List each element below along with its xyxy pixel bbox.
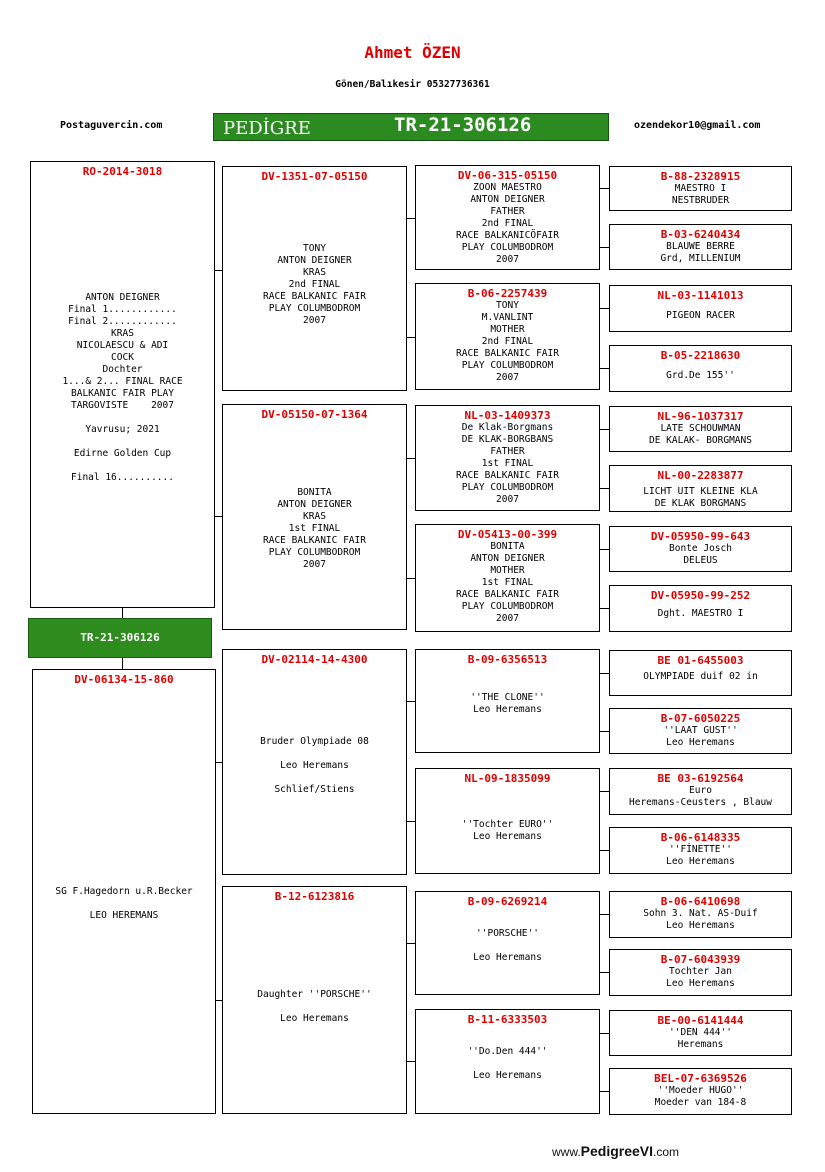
detail-line: Leo Heremans [666, 920, 735, 931]
ring-number: DV-06134-15-860 [74, 673, 174, 686]
detail-line: ANTON DEIGNER [470, 553, 545, 564]
detail-line: BALKANIC FAIR PLAY [71, 388, 174, 399]
ancestor-box [609, 650, 792, 696]
detail-line: TONY [496, 300, 519, 311]
connector-line [407, 701, 415, 702]
ring-number: DV-05150-07-1364 [261, 408, 368, 421]
detail-line: 1st FINAL [288, 523, 341, 534]
detail-line: Yavrusu; 2021 [85, 424, 160, 435]
connector-line [215, 1000, 222, 1001]
pedigree-details [416, 300, 599, 384]
ancestor-box [609, 285, 792, 332]
detail-line: COCK [111, 352, 134, 363]
ring-number: DV-05950-99-252 [650, 589, 751, 602]
detail-line: MOTHER [490, 565, 525, 576]
detail-line: Sohn 3. Nat. AS-Duif [643, 908, 758, 919]
detail-line [33, 898, 215, 910]
pedigree-details [610, 608, 791, 620]
detail-line: ''Do.Den 444'' [467, 1046, 548, 1057]
ring-number: B-06-6410698 [660, 895, 741, 908]
connector-line [215, 270, 222, 271]
connector-line [600, 368, 609, 369]
ring-number: B-07-6043939 [660, 953, 741, 966]
detail-line [223, 772, 406, 784]
ring-number: NL-00-2283877 [657, 469, 744, 482]
father-box [30, 161, 215, 608]
detail-line: ANTON DEIGNER [470, 194, 545, 205]
connector-line [122, 608, 123, 618]
banner-title: PEDİGRE [223, 118, 311, 139]
detail-line: Final 2............ [68, 316, 177, 327]
detail-line: Leo Heremans [473, 952, 542, 963]
detail-line: LICHT UIT KLEINE KLA [643, 486, 758, 497]
connector-line [407, 578, 415, 579]
mother-box [32, 669, 216, 1114]
great-grandparent-box [415, 283, 600, 390]
connector-line [600, 488, 609, 489]
banner-ring-number: TR-21-306126 [394, 114, 532, 136]
detail-line: ZOON MAESTRO [473, 182, 542, 193]
pedigree-details [31, 292, 214, 484]
pedigree-details [610, 908, 791, 932]
connector-line [600, 1033, 609, 1034]
pedigree-details [610, 543, 791, 567]
connector-line [600, 549, 609, 550]
pedigree-details [610, 423, 791, 447]
detail-line: DELEUS [683, 555, 718, 566]
pedigree-details [223, 487, 406, 571]
detail-line: RACE BALKANIC FAIR [263, 291, 366, 302]
ring-number: B-06-6148335 [660, 831, 741, 844]
pedigree-details [416, 1046, 599, 1082]
connector-line [600, 914, 609, 915]
ring-number: DV-05413-00-399 [457, 528, 558, 541]
detail-line: RACE BALKANIC FAIR [263, 535, 366, 546]
detail-line: 2nd FINAL [481, 336, 534, 347]
website-text: Postaguvercin.com [60, 120, 163, 131]
great-grandparent-box [415, 768, 600, 874]
detail-line: ANTON DEIGNER [277, 499, 352, 510]
ancestor-box [609, 949, 792, 996]
detail-line: TARGOVISTE 2007 [71, 400, 174, 411]
detail-line: Edirne Golden Cup [73, 448, 172, 459]
connector-line [600, 850, 609, 851]
ancestor-box [609, 345, 792, 392]
pedigree-details [416, 692, 599, 716]
subject-ring-box: TR-21-306126 [28, 618, 212, 658]
connector-line [600, 429, 609, 430]
ring-number: B-07-6050225 [660, 712, 741, 725]
detail-line: Grd.De 155'' [666, 370, 735, 381]
detail-line: ''Tochter EURO'' [461, 819, 554, 830]
detail-line: KRAS [303, 267, 326, 278]
detail-line: ''DEN 444'' [669, 1027, 732, 1038]
ancestor-box [609, 465, 792, 512]
ring-number: DV-06-315-05150 [457, 169, 558, 182]
detail-line: Tochter Jan [669, 966, 732, 977]
detail-line: SG F.Hagedorn u.R.Becker [55, 886, 193, 897]
pedigree-details [223, 989, 406, 1025]
ring-number: B-05-2218630 [660, 349, 741, 362]
connector-line [600, 791, 609, 792]
connector-line [407, 337, 415, 338]
detail-line: Leo Heremans [280, 760, 349, 771]
detail-line: PIGEON RACER [666, 310, 735, 321]
ring-number: B-88-2328915 [660, 170, 741, 183]
ring-number: BEL-07-6369526 [654, 1072, 747, 1085]
detail-line: RACE BALKANIC FAIR [456, 589, 559, 600]
connector-line [600, 1091, 609, 1092]
detail-line: 2007 [496, 254, 519, 265]
pedigree-details [416, 541, 599, 625]
ring-number: DV-05950-99-643 [650, 530, 751, 543]
detail-line: MOTHER [490, 324, 525, 335]
detail-line: TONY [303, 243, 326, 254]
footer-brand [552, 1143, 679, 1159]
ring-number: NL-03-1409373 [464, 409, 551, 422]
detail-line: 2007 [496, 613, 519, 624]
detail-line: Leo Heremans [280, 1013, 349, 1024]
detail-line: Euro [689, 785, 712, 796]
ring-number: BE 03-6192564 [657, 772, 744, 785]
detail-line [31, 436, 214, 448]
pedigree-details [33, 886, 215, 922]
pedigree-details [610, 1027, 791, 1051]
ring-number: B-11-6333503 [467, 1013, 548, 1026]
connector-line [215, 516, 222, 517]
detail-line: Bruder Olympiade 08 [260, 736, 369, 747]
pedigree-details [416, 422, 599, 506]
connector-line [407, 821, 415, 822]
detail-line: Leo Heremans [473, 704, 542, 715]
detail-line: 2007 [496, 372, 519, 383]
ring-number: DV-02114-14-4300 [261, 653, 368, 666]
grandparent-box [222, 404, 407, 630]
pedigree-details [610, 486, 791, 510]
detail-line: 1st FINAL [481, 458, 534, 469]
detail-line: 2007 [303, 315, 326, 326]
detail-line: BONITA [297, 487, 332, 498]
footer-brand-name: PedigreeVI [580, 1143, 654, 1159]
ring-number: B-09-6356513 [467, 653, 548, 666]
great-grandparent-box [415, 891, 600, 995]
detail-line: 2nd FINAL [481, 218, 534, 229]
detail-line: ANTON DEIGNER [277, 255, 352, 266]
great-grandparent-box [415, 405, 600, 511]
detail-line: PLAY COLUMBODROM [461, 242, 554, 253]
detail-line: FATHER [490, 446, 525, 457]
grandparent-box [222, 649, 407, 875]
detail-line: ''PORSCHE'' [476, 928, 539, 939]
detail-line: Dght. MAESTRO I [657, 608, 744, 619]
detail-line [416, 940, 599, 952]
ring-number: RO-2014-3018 [82, 165, 163, 178]
ancestor-box [609, 1010, 792, 1056]
owner-name: Ahmet ÖZEN [364, 43, 461, 62]
connector-line [407, 943, 415, 944]
pedigree-details [416, 928, 599, 964]
detail-line: Moeder van 184-8 [654, 1097, 747, 1108]
pedigree-details [610, 844, 791, 868]
connector-line [215, 762, 222, 763]
pedigree-details [610, 671, 791, 683]
ancestor-box [609, 585, 792, 632]
detail-line: ''THE CLONE'' [470, 692, 545, 703]
detail-line: PLAY COLUMBODROM [461, 601, 554, 612]
detail-line: Daughter ''PORSCHE'' [257, 989, 372, 1000]
detail-line: PLAY COLUMBODROM [461, 482, 554, 493]
detail-line: MAESTRO I [674, 183, 727, 194]
ring-number: NL-03-1141013 [657, 289, 744, 302]
footer-suffix: .com [653, 1145, 680, 1159]
pedigree-details [610, 725, 791, 749]
pedigree-details [610, 785, 791, 809]
connector-line [600, 608, 609, 609]
pedigree-details [610, 310, 791, 322]
pedigree-details [610, 183, 791, 207]
detail-line: 1...& 2... FINAL RACE [62, 376, 183, 387]
detail-line: Leo Heremans [473, 831, 542, 842]
ancestor-box [609, 827, 792, 874]
detail-line [223, 748, 406, 760]
ancestor-box [609, 768, 792, 815]
ancestor-box [609, 406, 792, 452]
connector-line [600, 972, 609, 973]
detail-line: PLAY COLUMBODROM [461, 360, 554, 371]
ring-number: B-09-6269214 [467, 895, 548, 908]
detail-line: PLAY COLUMBODROM [268, 547, 361, 558]
detail-line: KRAS [303, 511, 326, 522]
ancestor-box [609, 166, 792, 211]
detail-line: Leo Heremans [666, 856, 735, 867]
pedigree-details [610, 966, 791, 990]
ancestor-box [609, 1068, 792, 1115]
pedigree-details [223, 243, 406, 327]
ring-number: B-06-2257439 [467, 287, 548, 300]
ring-number: B-03-6240434 [660, 228, 741, 241]
ancestor-box [609, 526, 792, 572]
pedigree-banner [213, 113, 609, 141]
ring-number: B-12-6123816 [274, 890, 355, 903]
detail-line: NICOLAESCU & ADI [76, 340, 169, 351]
pedigree-details [610, 241, 791, 265]
detail-line: Grd, MILLENIUM [660, 253, 741, 264]
detail-line: Final 16.......... [71, 472, 174, 483]
detail-line [31, 460, 214, 472]
detail-line: Heremans [677, 1039, 724, 1050]
detail-line: ''LAAT GUST'' [663, 725, 738, 736]
detail-line: 2nd FINAL [288, 279, 341, 290]
great-grandparent-box [415, 165, 600, 270]
pedigree-details [416, 819, 599, 843]
connector-line [600, 247, 609, 248]
detail-line: LEO HEREMANS [89, 910, 159, 921]
connector-line [600, 673, 609, 674]
detail-line: KRAS [111, 328, 134, 339]
ancestor-box [609, 224, 792, 270]
detail-line: OLYMPIADE duif 02 in [643, 671, 758, 682]
detail-line [31, 412, 214, 424]
pedigree-details [610, 1085, 791, 1109]
detail-line: ANTON DEIGNER [85, 292, 160, 303]
detail-line: RACE BALKANIC FAIR [456, 470, 559, 481]
detail-line: DE KLAK BORGMANS [654, 498, 747, 509]
connector-line [407, 218, 415, 219]
detail-line: Final 1............ [68, 304, 177, 315]
pedigree-details [223, 736, 406, 796]
pedigree-details [610, 370, 791, 382]
detail-line: DE KALAK- BORGMANS [649, 435, 752, 446]
grandparent-box [222, 886, 407, 1114]
detail-line: Leo Heremans [666, 737, 735, 748]
detail-line: ''Moeder HUGO'' [657, 1085, 744, 1096]
detail-line: BLAUWE BERRE [666, 241, 735, 252]
ancestor-box [609, 891, 792, 938]
detail-line: NESTBRUDER [671, 195, 730, 206]
detail-line: Heremans-Ceusters , Blauw [629, 797, 772, 808]
great-grandparent-box [415, 524, 600, 632]
detail-line [223, 1001, 406, 1013]
detail-line: FATHER [490, 206, 525, 217]
great-grandparent-box [415, 649, 600, 753]
ring-number: BE-00-6141444 [657, 1014, 744, 1027]
detail-line: LATE SCHOUWMAN [660, 423, 741, 434]
pedigree-details [416, 182, 599, 266]
connector-line [600, 308, 609, 309]
detail-line: 1st FINAL [481, 577, 534, 588]
detail-line: DE KLAK-BORGBANS [461, 434, 554, 445]
detail-line: PLAY COLUMBODROM [268, 303, 361, 314]
detail-line: 2007 [496, 494, 519, 505]
great-grandparent-box [415, 1009, 600, 1114]
detail-line: Leo Heremans [473, 1070, 542, 1081]
detail-line [416, 1058, 599, 1070]
footer-prefix: www. [552, 1145, 581, 1159]
owner-location: Gönen/Balıkesir 05327736361 [335, 79, 490, 90]
connector-line [600, 731, 609, 732]
ring-number: NL-09-1835099 [464, 772, 551, 785]
ring-number: DV-1351-07-05150 [261, 170, 368, 183]
connector-line [600, 188, 609, 189]
detail-line: Bonte Josch [669, 543, 732, 554]
connector-line [407, 1061, 415, 1062]
detail-line: RACE BALKANIC FAIR [456, 348, 559, 359]
grandparent-box [222, 166, 407, 391]
connector-line [122, 658, 123, 669]
detail-line: BONITA [490, 541, 525, 552]
detail-line: Dochter [102, 364, 143, 375]
detail-line: De Klak-Borgmans [461, 422, 554, 433]
email-text: ozendekor10@gmail.com [634, 120, 761, 131]
detail-line: RACE BALKANICÖFAIR [456, 230, 559, 241]
detail-line: Schlief/Stiens [274, 784, 355, 795]
detail-line: ''FİNETTE'' [669, 844, 732, 855]
ring-number: NL-96-1037317 [657, 410, 744, 423]
detail-line: Leo Heremans [666, 978, 735, 989]
detail-line: 2007 [303, 559, 326, 570]
detail-line: M.VANLINT [481, 312, 534, 323]
ancestor-box [609, 708, 792, 754]
connector-line [407, 458, 415, 459]
ring-number: BE 01-6455003 [657, 654, 744, 667]
